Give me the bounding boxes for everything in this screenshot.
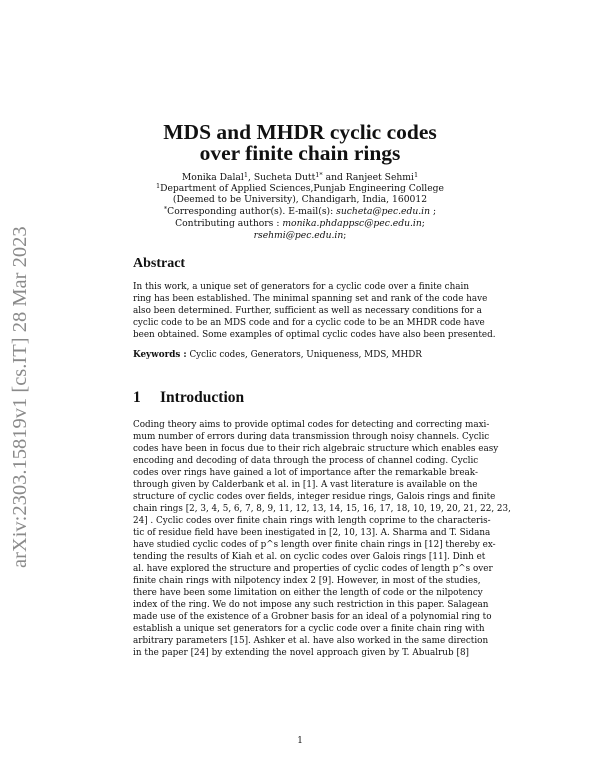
body-line: have studied cyclic codes of p^s length over finite chain rings in [12] thereby ex- bbox=[133, 540, 496, 550]
author-name: Monika Dalal bbox=[181, 172, 244, 183]
body-line: mum number of errors during data transmission through noisy channels. Cyclic bbox=[133, 432, 490, 442]
body-line: codes have been in focus due to their rich algebraic structure which enables easy bbox=[133, 444, 499, 454]
body-line: structure of cyclic codes over fields, integer residue rings, Galois rings and finite bbox=[133, 492, 496, 502]
abstract-line: been obtained. Some examples of optimal cyclic codes have also been presented. bbox=[133, 330, 496, 340]
punctuation: ; bbox=[343, 230, 347, 241]
body-line: finite chain rings with nilpotency index 2 [9]. However, in most of the studies, bbox=[133, 576, 481, 586]
corresponding-author-line bbox=[100, 206, 500, 218]
affiliation-marker: 1 bbox=[155, 182, 161, 190]
third-email-line bbox=[100, 230, 500, 242]
keywords-label: Keywords : bbox=[133, 350, 187, 360]
body-line: made use of the existence of a Grobner basis for an ideal of a polynomial ring to bbox=[133, 612, 492, 622]
abstract-heading: Abstract bbox=[133, 256, 186, 271]
affiliation-marker: 1 bbox=[243, 171, 248, 179]
body-line: through given by Calderbank et al. in [1]. A vast literature is available on the bbox=[133, 480, 478, 490]
abstract-line: In this work, a unique set of generators for a cyclic code over a finite chain bbox=[133, 282, 469, 292]
corresponding-email: sucheta@pec.edu.in bbox=[336, 206, 431, 217]
contributing-authors-line bbox=[100, 218, 500, 230]
affiliation-marker: 1* bbox=[315, 171, 323, 179]
body-line: arbitrary parameters [15]. Ashker et al. have also worked in the same direction bbox=[133, 636, 489, 646]
body-line: codes over rings have gained a lot of importance after the remarkable break- bbox=[133, 468, 478, 478]
section-heading-introduction bbox=[133, 389, 244, 407]
punctuation: ; bbox=[421, 218, 425, 229]
arxiv-identifier: arXiv:2303.15819v1 [cs.IT] 28 Mar 2023 bbox=[9, 226, 31, 568]
affiliation-marker: 1 bbox=[413, 171, 419, 179]
author-name: and Ranjeet Sehmi bbox=[322, 172, 414, 183]
body-line: in the paper [24] by extending the novel approach given by T. Abualrub [8] bbox=[133, 648, 469, 658]
abstract-line: ring has been established. The minimal spanning set and rank of the code have bbox=[133, 294, 488, 304]
affiliation-text: Department of Applied Sciences,Punjab Engineering College bbox=[160, 183, 444, 194]
abstract-line: also been determined. Further, sufficient as well as necessary conditions for a bbox=[133, 306, 482, 316]
section-title: Introduction bbox=[160, 389, 245, 406]
body-line: chain rings [2, 3, 4, 5, 6, 7, 8, 9, 11, 12, 13, 14, 15, 16, 17, 18, 10, 19, 20, 21, 22, 23, bbox=[133, 504, 511, 514]
abstract-line: cyclic code to be an MDS code and for a cyclic code to be an MHDR code have bbox=[133, 318, 485, 328]
section-number: 1 bbox=[133, 389, 141, 406]
body-line: encoding and decoding of data through the process of channel coding. Cyclic bbox=[133, 456, 479, 466]
body-line: al. have explored the structure and properties of cyclic codes of length p^s over bbox=[133, 564, 493, 574]
contributing-label: Contributing authors : bbox=[175, 218, 283, 229]
affiliation-line-2: (Deemed to be University), Chandigarh, India, 160012 bbox=[172, 194, 428, 205]
page-number: 1 bbox=[297, 736, 303, 746]
author-email: rsehmi@pec.edu.in bbox=[253, 230, 344, 241]
body-line: Coding theory aims to provide optimal codes for detecting and correcting maxi- bbox=[133, 420, 490, 430]
keywords-line bbox=[133, 350, 422, 361]
corresponding-label: Corresponding author(s). E-mail(s): bbox=[167, 206, 337, 217]
contributing-email: monika.phdappsc@pec.edu.in bbox=[282, 218, 422, 229]
keywords-text: Cyclic codes, Generators, Uniqueness, MDS, MHDR bbox=[186, 350, 422, 360]
punctuation: ; bbox=[430, 206, 437, 217]
body-line: establish a unique set generators for a cyclic code over a finite chain ring with bbox=[133, 624, 485, 634]
paper-title-line-1: MDS and MHDR cyclic codes bbox=[163, 120, 437, 144]
paper-title-line-2: over finite chain rings bbox=[199, 141, 401, 165]
corresponding-marker: * bbox=[163, 205, 168, 213]
body-line: 24] . Cyclic codes over finite chain rings with length coprime to the characteris- bbox=[133, 516, 491, 526]
body-line: tic of residue field have been inestigated in [2, 10, 13]. A. Sharma and T. Sidana bbox=[133, 528, 491, 538]
body-line: tending the results of Kiah et al. on cyclic codes over Galois rings [11]. Dinh et bbox=[133, 552, 486, 562]
body-line: there have been some limitation on either the length of code or the nilpotency bbox=[133, 588, 483, 598]
author-name: , Sucheta Dutt bbox=[247, 172, 316, 183]
body-line: index of the ring. We do not impose any such restriction in this paper. Salagean bbox=[133, 600, 489, 610]
